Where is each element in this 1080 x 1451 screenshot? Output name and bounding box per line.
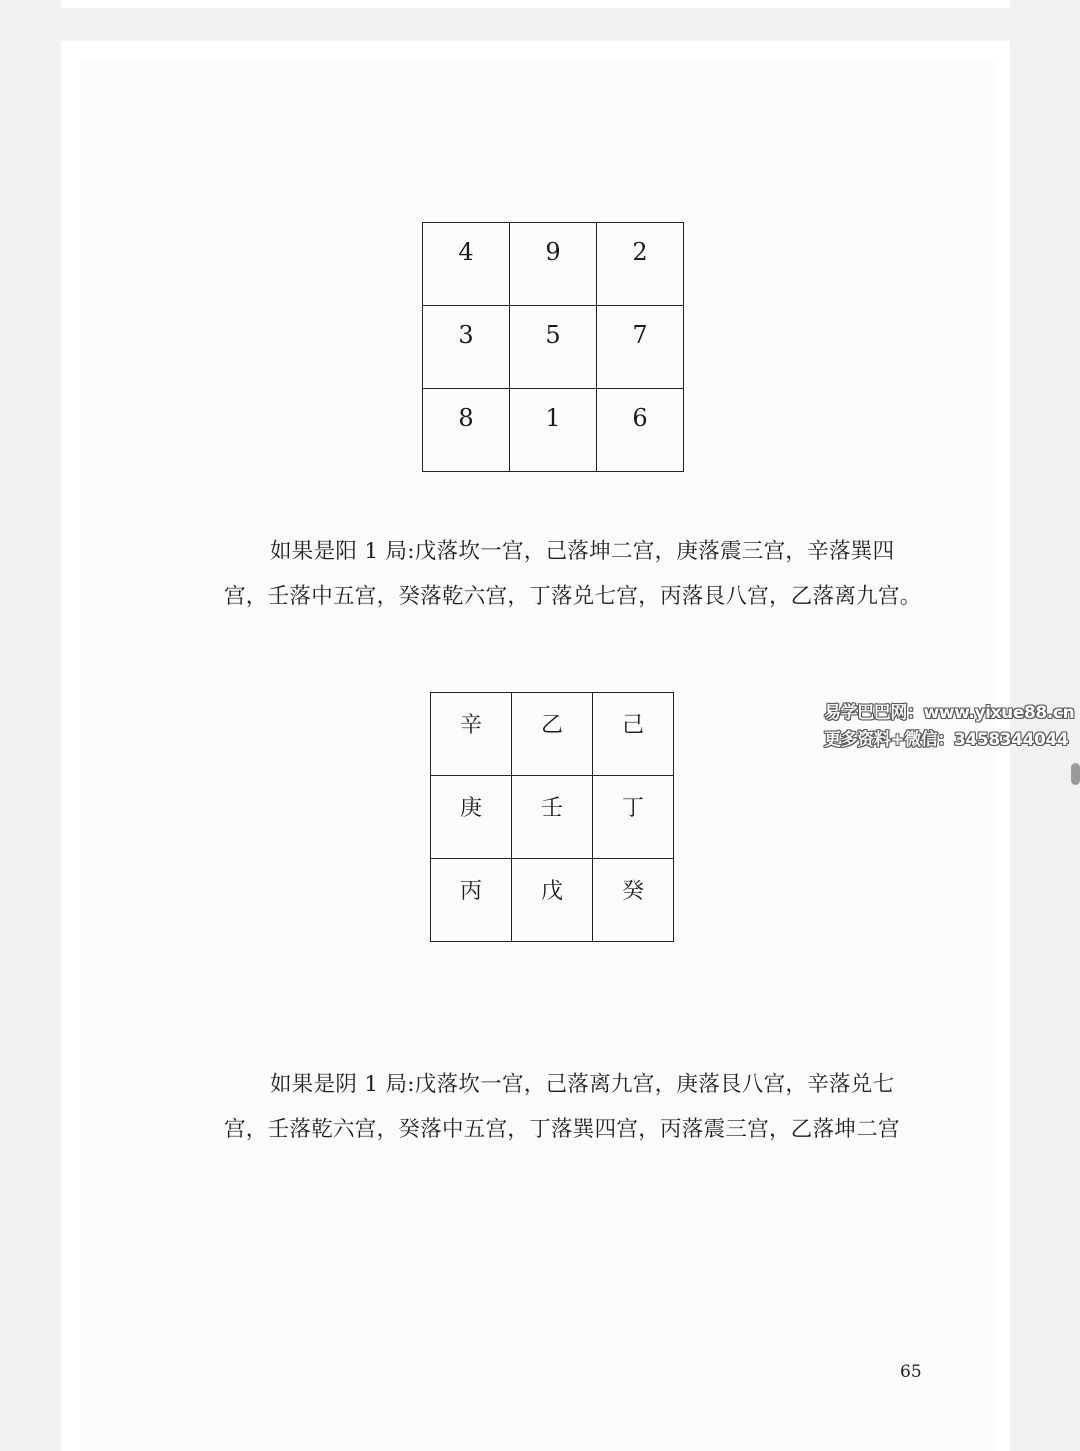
- grid-row: [423, 306, 684, 389]
- page-content: [80, 62, 996, 1451]
- scrollbar-handle[interactable]: [1071, 763, 1080, 785]
- grid-cell: 庚: [431, 776, 512, 859]
- grid-row: [431, 859, 674, 942]
- yang-ju-paragraph: 如果是阳 1 局:戊落坎一宫，己落坤二宫，庚落震三宫，辛落巽四宫，壬落中五宫，癸落乾六宫，丁落兑七宫，丙落艮八宫，乙落离九宫。: [224, 539, 922, 609]
- lo-shu-number-grid: [422, 222, 684, 472]
- grid-cell: 癸: [593, 859, 674, 942]
- grid-row: [431, 693, 674, 776]
- grid-cell: 辛: [431, 693, 512, 776]
- grid-cell: 2: [597, 223, 684, 306]
- watermark-line-website: 易学巴巴网：www.yixue88.cn: [824, 703, 1075, 723]
- yin-ju-paragraph: 如果是阴 1 局:戊落坎一宫，己落离九宫，庚落艮八宫，辛落兑七宫，壬落乾六宫，癸落中五宫，丁落巽四宫，丙落震三宫，乙落坤二宫: [224, 1072, 900, 1142]
- grid-cell: 3: [423, 306, 510, 389]
- grid-cell: 6: [597, 389, 684, 472]
- grid-cell: 乙: [512, 693, 593, 776]
- grid-cell: 丙: [431, 859, 512, 942]
- watermark-line-contact: 更多资料+微信：3458344044: [824, 730, 1069, 750]
- grid-row: [423, 389, 684, 472]
- grid-cell: 己: [593, 693, 674, 776]
- heavenly-stem-grid: [430, 692, 674, 942]
- previous-page-edge: [61, 0, 1010, 8]
- grid-cell: 5: [510, 306, 597, 389]
- grid-cell: 丁: [593, 776, 674, 859]
- grid-row: [431, 776, 674, 859]
- watermark: [824, 700, 1074, 754]
- grid-cell: 壬: [512, 776, 593, 859]
- grid-cell: 9: [510, 223, 597, 306]
- grid-cell: 1: [510, 389, 597, 472]
- page-number: 65: [900, 1362, 922, 1382]
- grid-cell: 8: [423, 389, 510, 472]
- grid-cell: 戊: [512, 859, 593, 942]
- grid-cell: 4: [423, 223, 510, 306]
- grid-cell: 7: [597, 306, 684, 389]
- grid-row: [423, 223, 684, 306]
